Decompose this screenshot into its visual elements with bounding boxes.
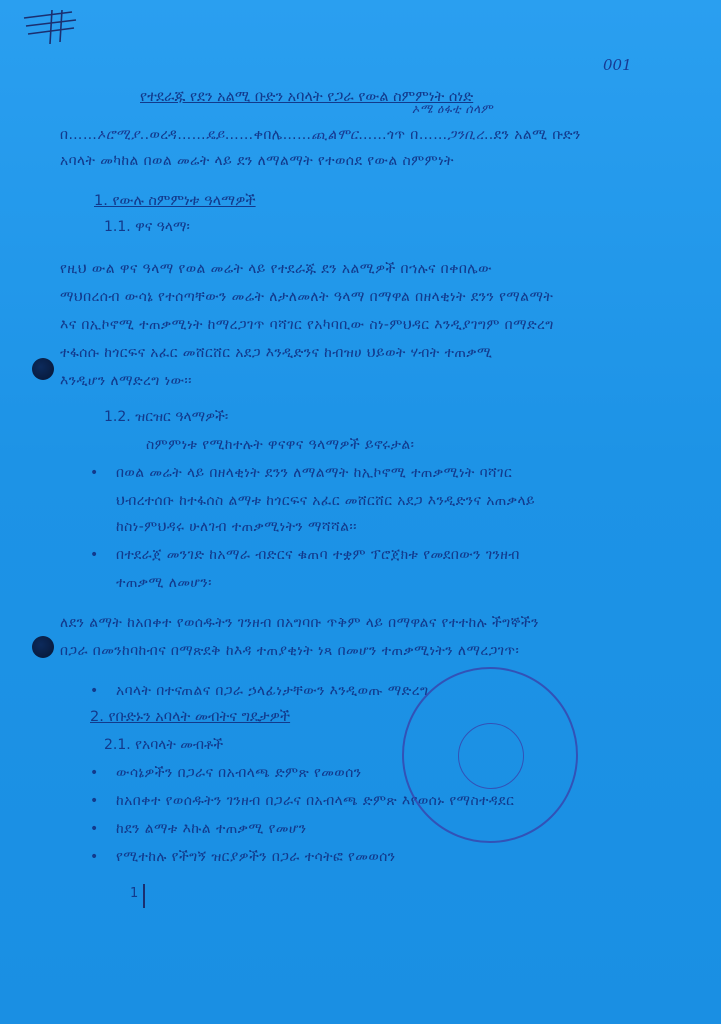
corner-page-mark: 001 bbox=[603, 56, 632, 74]
rights-item: • የሚተከሉ የችግኝ ዝርያዎችን በጋራ ተሳትፎ የመወሰን bbox=[116, 848, 396, 866]
section-1-heading: 1. የውሉ ስምምነቱ ዓላማዎች bbox=[94, 193, 256, 209]
official-stamp-icon bbox=[402, 667, 578, 843]
page-number: 1 bbox=[130, 886, 139, 901]
rights-item: • ውሳኔዎችን በጋራና በአብላጫ ድምጽ የመወሰን bbox=[116, 764, 361, 782]
region-field: ኦሮሚያ bbox=[97, 127, 140, 143]
page-number-divider bbox=[143, 884, 145, 908]
handwritten-scribble-icon bbox=[22, 8, 82, 48]
section-1-1-heading: 1.1. ዋና ዓላማ፡ bbox=[104, 219, 190, 235]
intro-line-2: አባላት መካከል በወል መሬት ላይ ደን ለማልማት የተወሰደ የውል ስምምነት bbox=[60, 153, 454, 169]
punch-hole-icon bbox=[32, 636, 54, 658]
section-2-heading: 2. የቡድኑን አባላት መብትና ግዴታዎች bbox=[90, 709, 291, 725]
section-1-2-heading: 1.2. ዝርዝር ዓላማዎች፡ bbox=[104, 409, 229, 425]
rights-item: • ከደን ልማቱ እኩል ተጠቃሚ የመሆን bbox=[116, 820, 307, 838]
document-title: የተደራጁ የደን አልሚ ቡድን አባላት የጋራ የውል ስምምነት ሰነድ bbox=[140, 89, 474, 105]
document-page: 001 የተደራጁ የደን አልሚ ቡድን አባላት የጋራ የውል ስምምነት ሰነድ ኦሜ ዕፋቲ ሰላም በ……ኦሮሚያ..ወረዳ……ዴይ……ቀበሌ……ጪልሞር……ጎጥ በ……ጋንቢረ..ደን አልሚ ቡድን አባላት መካከል በወል መሬት ላይ ደን ለማልማት የተወሰደ የውል ስምምነት 1. የውሉ ስምምነቱ ዓላማዎች 1.1. ዋና ዓላማ፡ የዚህ ውል ዋና ዓላማ የወል መሬት ላይ የተደራጁ ደን አልሚዎች በኀሉና በቀበሌው ማህበረሰብ ውሳኔ የተሰጣቸውን መሬት ለታለመለት ዓላማ በማዋል በዘላቂነት ደንን የማልማት እና በኢኮኖሚ ተጠቃሚነት ከማረጋገጥ ባሻገር የአካባቢው ስነ-ምህዳር እንዲያገግም በማድረግ ተፋሰሱ ከጎርፍና አፈር መሸርሸር አደጋ እንዲድንና ከብዝሀ ህይወት ሃብት ተጠቃሚ እንዲሆን ለማድረግ ነው፡፡ 1.2. ዝርዝር ዓላማዎች፡ ስምምነቱ የሚከተሉት ዋናዋና ዓላማዎች ይኖሩታል፡ • በወል መሬት ላይ በዘላቂነት ደንን ለማልማት ከኢኮኖሚ ተጠቃሚነት ባሻገር ህብረተሰቡ ከተፋሰስ ልማቱ ከጎርፍና አፈር መሸርሸር አደጋ እንዲድንና አጠቃላይ ከስነ-ምህዳሩ ሁለገብ ተጠቃሚነትን ማሻሻል፡፡ • በተደራጀ መንገድ ከአማራ ብድርና ቁጠባ ተቋም ፕሮጀክቱ የመደበውን ገንዘብ ተጠቃሚ ለመሆን፡ ለደን ልማት ከአበቀተ የወሰዱትን ገንዘብ በአግባቡ ጥቅም ላይ በማዋልና የተተከሉ ችግኞችን በጋራ በመንከባከብና በማጽደቅ ከእዳ ተጠያቂነት ነጻ በመሆን ተጠቃሚነትን ለማረጋገጥ፡ • አባላት በተናጠልና በጋራ ኃላፊነታቸውን እንዲወጡ ማድረግ 2. የቡድኑን አባላት መብትና ግዴታዎች 2.1. የአባላት መብቶች • ውሳኔዎችን በጋራና በአብላጫ ድምጽ የመወሰን • ከአበቀተ የወሰዱትን ገንዘብ በጋራና በአብላጫ ድምጽ እየወሰኑ የማስተዳደር • ከደን ልማቱ እኩል ተጠቃሚ የመሆን • የሚተከሉ የችግኝ ዝርያዎችን በጋራ ተሳትፎ የመወሰን 1 bbox=[0, 0, 721, 1024]
kebele-field: ጪልሞር bbox=[311, 127, 359, 143]
bullet-item: • አባላት በተናጠልና በጋራ ኃላፊነታቸውን እንዲወጡ ማድረግ bbox=[116, 682, 428, 700]
woreda-field: ዴይ bbox=[206, 127, 225, 143]
group-field: ጋንቢረ bbox=[447, 127, 484, 143]
section-1-2-intro: ስምምነቱ የሚከተሉት ዋናዋና ዓላማዎች ይኖሩታል፡ bbox=[146, 437, 415, 453]
rights-item: • ከአበቀተ የወሰዱትን ገንዘብ በጋራና በአብላጫ ድምጽ እየወሰኑ የማስተዳደር bbox=[116, 792, 514, 810]
handwritten-top-note: ኦሜ ዕፋቲ ሰላም bbox=[412, 101, 493, 116]
intro-line-1: በ……ኦሮሚያ..ወረዳ……ዴይ……ቀበሌ……ጪልሞር……ጎጥ በ……ጋንቢረ..ደን አልሚ ቡድን bbox=[60, 127, 581, 143]
section-2-1-heading: 2.1. የአባላት መብቶች bbox=[104, 737, 224, 753]
punch-hole-icon bbox=[32, 358, 54, 380]
